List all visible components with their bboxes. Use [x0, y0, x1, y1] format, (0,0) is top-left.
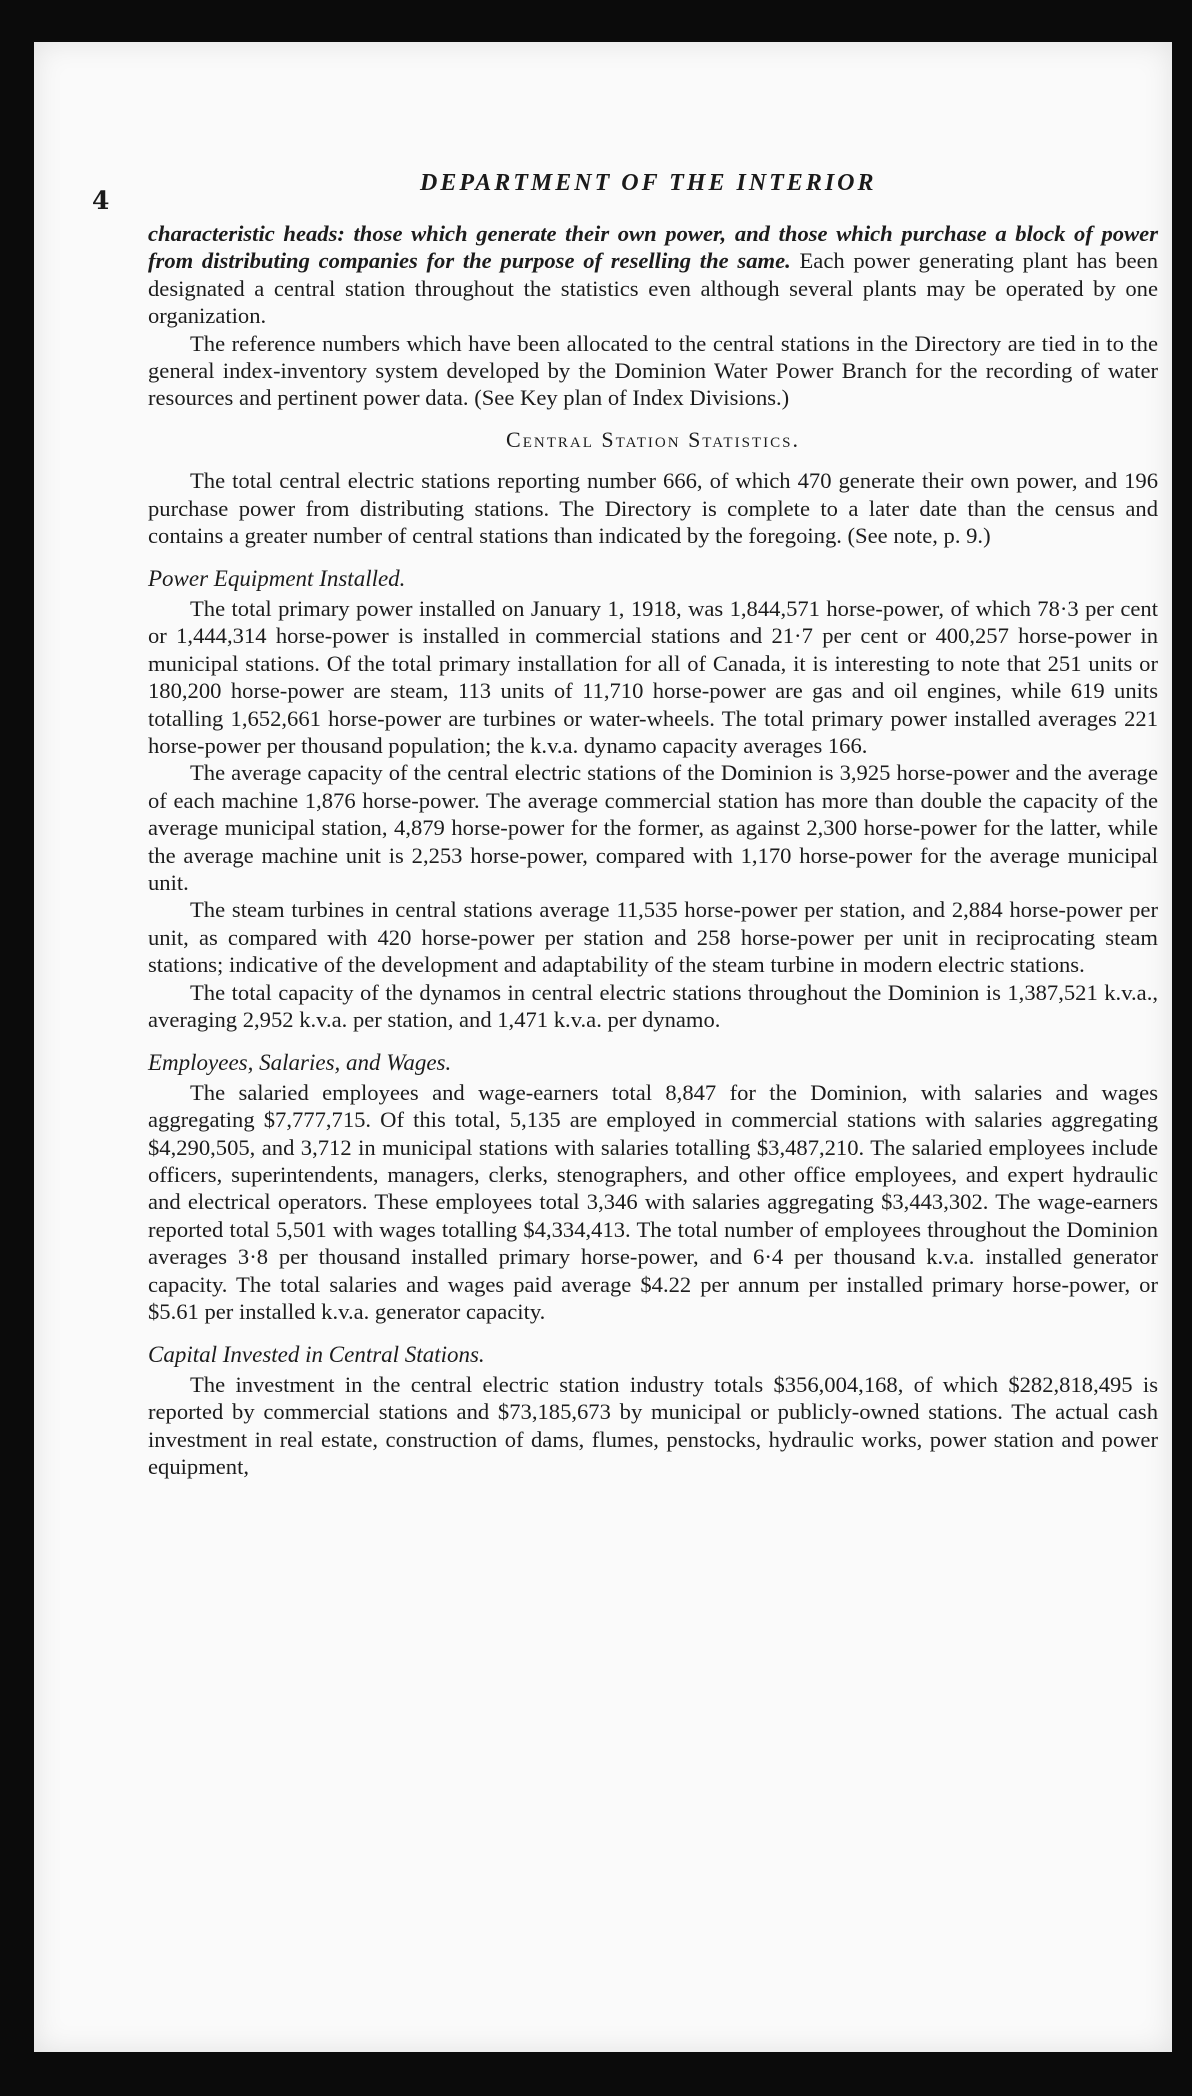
power-paragraph-2: The average capacity of the central electric stations of the Dominion is 3,925 horse-power and the average of each machine 1,876 horse-power. The average commercial station has more than double the capacity of the average municipal station, 4,879 horse-power for the former, as against 2,300 horse-power for the latter, while the average machine unit is 2,253 horse-power, compared with 1,170 horse-power for the average municipal unit.	[148, 760, 1158, 895]
power-paragraph-4: The total capacity of the dynamos in central electric stations throughout the Dominion is 1,387,521 k.v.a., averaging 2,952 k.v.a. per station, and 1,471 k.v.a. per dynamo.	[148, 979, 1158, 1032]
heading-capital-invested: Capital Invested in Central Stations.	[148, 1342, 485, 1368]
power-paragraph-3: The steam turbines in central stations average 11,535 horse-power per station, and 2,884 horse-power per unit, as compared with 420 horse-power per station and 258 horse-power per unit in reciprocating steam stations; indicative of the development and adaptability of the steam turbine in modern electric stations.	[148, 897, 1158, 978]
intro-plain-text: Each power generating plant has been designated a central station throughout the statistics even although several plants may be operated by one organization.	[148, 248, 1158, 329]
page-number: 4	[92, 186, 110, 215]
power-paragraph-1: The total primary power installed on January 1, 1918, was 1,844,571 horse-power, of which 78·3 per cent or 1,444,314 horse-power is installed in commercial stations and 21·7 per cent or 400,257 horse-power in municipal stations. Of the total primary installation for all of Canada, it is interesting to note that 251 units or 180,200 horse-power are steam, 113 units of 11,710 horse-power are gas and oil engines, while 619 units totalling 1,652,661 horse-power are turbines or water-wheels. The total primary power installed averages 221 horse-power per thousand population; the k.v.a. dynamo capacity averages 166.	[148, 595, 1158, 758]
reference-paragraph: The reference numbers which have been allocated to the central stations in the Directory are tied in to the general index-inventory system developed by the Dominion Water Power Branch for the recording of water resources and pertinent power data. (See Key plan of Index Divisions.)	[148, 330, 1158, 411]
intro-paragraph	[148, 220, 1158, 330]
total-stations-paragraph: The total central electric stations reporting number 666, of which 470 generate their own power, and 196 purchase power from distributing stations. The Directory is complete to a later date than the census and contains a greater number of central stations than indicated by the foregoing. (See note, p. 9.)	[148, 468, 1158, 549]
intro-italic-text: characteristic heads: those which generate their own power, and those which purchase a block of power from distributing companies for the purpose of reselling the same.	[148, 221, 1158, 274]
heading-employees: Employees, Salaries, and Wages.	[148, 1050, 452, 1076]
running-head: DEPARTMENT OF THE INTERIOR	[420, 170, 877, 196]
heading-power-equipment: Power Equipment Installed.	[148, 566, 406, 592]
employees-paragraph: The salaried employees and wage-earners total 8,847 for the Dominion, with salaries and wages aggregating $7,777,715. Of this total, 5,135 are employed in commercial stations with salaries aggregating $4,290,505, and 3,712 in municipal stations with salaries totalling $3,487,210. The salaried employees include officers, superintendents, managers, clerks, stenographers, and other office employees, and expert hydraulic and electrical operators. These employees total 3,346 with salaries aggregating $3,443,302. The wage-earners reported total 5,501 with wages totalling $4,334,413. The total number of employees throughout the Dominion averages 3·8 per thousand installed primary horse-power, and 6·4 per thousand k.v.a. installed generator capacity. The total salaries and wages paid average $4.22 per annum per installed primary horse-power, or $5.61 per installed k.v.a. generator capacity.	[148, 1079, 1158, 1325]
heading-central-station-statistics: Central Station Statistics.	[506, 426, 800, 452]
capital-paragraph: The investment in the central electric station industry totals $356,004,168, of which $282,818,495 is reported by commercial stations and $73,185,673 by municipal or publicly-owned stations. The actual cash investment in real estate, construction of dams, flumes, penstocks, hydraulic works, power station and power equipment,	[148, 1371, 1158, 1480]
body-text	[148, 220, 1158, 1480]
